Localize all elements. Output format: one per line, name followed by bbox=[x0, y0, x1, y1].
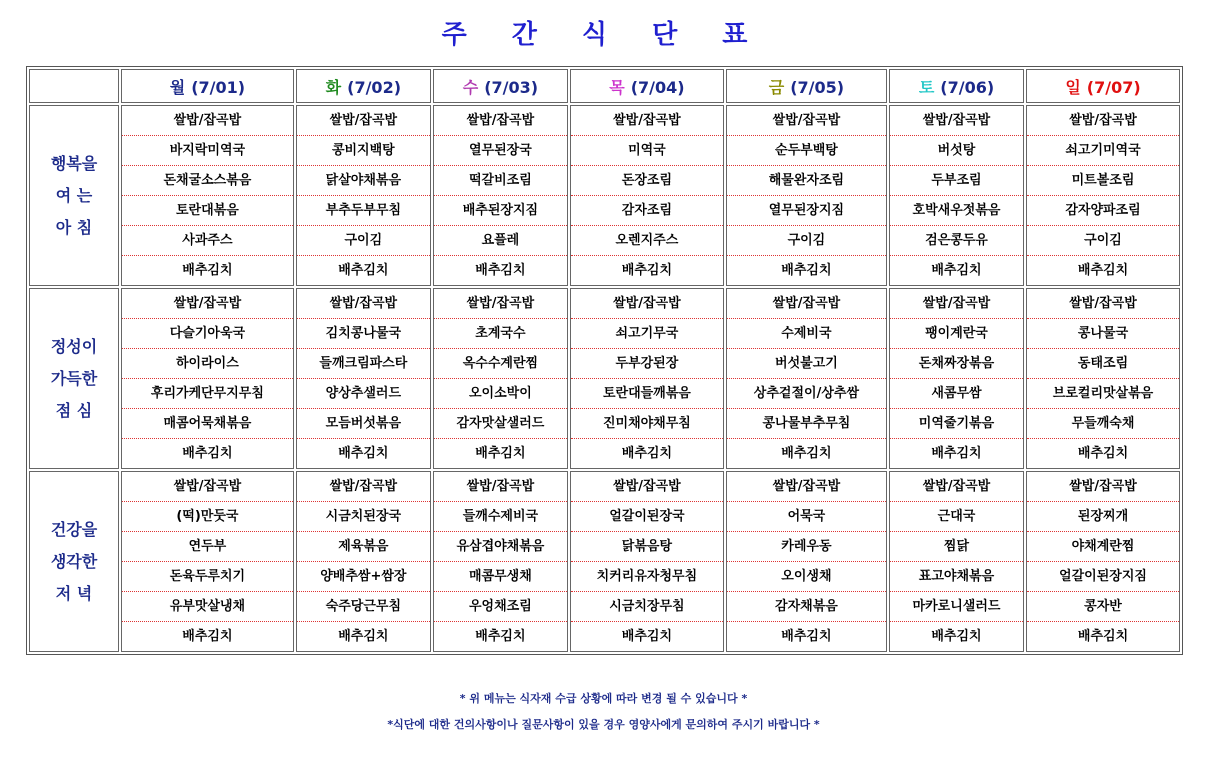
menu-item: 콩자반 bbox=[1027, 592, 1179, 622]
menu-item: 연두부 bbox=[122, 532, 293, 562]
meal-label bbox=[29, 288, 119, 469]
menu-item: 돈채굴소스볶음 bbox=[122, 166, 293, 196]
menu-item: 배추김치 bbox=[475, 629, 526, 644]
meal-label-line: 아 침 bbox=[55, 217, 93, 237]
menu-item: 동태조림 bbox=[1027, 349, 1179, 379]
menu-item: 구이김 bbox=[297, 226, 430, 256]
menu-item: 쌀밥/잡곡밥 bbox=[890, 106, 1023, 136]
menu-item: 진미채야채무침 bbox=[571, 409, 723, 439]
menu-item: 김치콩나물국 bbox=[297, 319, 430, 349]
day-date: (7/07) bbox=[1086, 77, 1141, 97]
day-header bbox=[726, 69, 887, 103]
day-name: 토 bbox=[918, 77, 935, 97]
menu-item: 옥수수계란찜 bbox=[434, 349, 567, 379]
menu-item: 배추김치 bbox=[182, 263, 233, 278]
menu-item: 무들깨숙채 bbox=[1027, 409, 1179, 439]
menu-item: 쌀밥/잡곡밥 bbox=[1027, 472, 1179, 502]
menu-item: 감자조림 bbox=[571, 196, 723, 226]
day-menu-cell bbox=[433, 288, 568, 469]
menu-change-note: * 위 메뉴는 식자재 수급 상황에 따라 변경 될 수 있습니다 * bbox=[459, 692, 748, 705]
inquiry-note: *식단에 대한 건의사항이나 질문사항이 있을 경우 영양사에게 문의하여 주시기 바랍니다 * bbox=[387, 718, 820, 731]
menu-item: 쌀밥/잡곡밥 bbox=[1027, 289, 1179, 319]
menu-item: 시금치장무침 bbox=[571, 592, 723, 622]
menu-item: 배추김치 bbox=[182, 629, 233, 644]
menu-item: 돈채짜장볶음 bbox=[890, 349, 1023, 379]
menu-item: 쇠고기미역국 bbox=[1027, 136, 1179, 166]
menu-item: 후리가케단무지무침 bbox=[122, 379, 293, 409]
menu-item: 쌀밥/잡곡밥 bbox=[1027, 106, 1179, 136]
day-date: (7/05) bbox=[790, 77, 845, 97]
menu-item: 야채계란찜 bbox=[1027, 532, 1179, 562]
day-menu-cell bbox=[296, 105, 431, 286]
menu-item: 콩나물부추무침 bbox=[727, 409, 886, 439]
menu-item: 들깨크림파스타 bbox=[297, 349, 430, 379]
menu-item: 버섯탕 bbox=[890, 136, 1023, 166]
meal-label-line: 생각한 bbox=[50, 551, 98, 571]
menu-item: 해물완자조림 bbox=[727, 166, 886, 196]
menu-item: 매콤무생채 bbox=[434, 562, 567, 592]
menu-item: 두부강된장 bbox=[571, 349, 723, 379]
menu-item: 쌀밥/잡곡밥 bbox=[122, 472, 293, 502]
meal-label-line: 가득한 bbox=[50, 368, 98, 388]
day-menu-cell bbox=[1026, 105, 1180, 286]
menu-item: 오이소박이 bbox=[434, 379, 567, 409]
menu-item: 닭볶음탕 bbox=[571, 532, 723, 562]
menu-item: 감자양파조림 bbox=[1027, 196, 1179, 226]
menu-item: 미트볼조림 bbox=[1027, 166, 1179, 196]
menu-item: 마카로니샐러드 bbox=[890, 592, 1023, 622]
menu-item: 새콤무쌈 bbox=[890, 379, 1023, 409]
menu-item: 콩비지백탕 bbox=[297, 136, 430, 166]
menu-item: 토란대들깨볶음 bbox=[571, 379, 723, 409]
day-menu-cell bbox=[570, 105, 724, 286]
page-title: 주 간 식 단 표 bbox=[441, 20, 766, 50]
day-header bbox=[889, 69, 1024, 103]
menu-item: 쌀밥/잡곡밥 bbox=[297, 106, 430, 136]
menu-item: 브로컬리맛살볶음 bbox=[1027, 379, 1179, 409]
menu-item: 배추김치 bbox=[621, 263, 673, 278]
menu-item: 우엉채조림 bbox=[434, 592, 567, 622]
menu-item: 구이김 bbox=[727, 226, 886, 256]
day-menu-cell bbox=[889, 288, 1024, 469]
meal-label-line: 점 심 bbox=[55, 400, 93, 420]
menu-item: 어묵국 bbox=[727, 502, 886, 532]
menu-item: 배추김치 bbox=[475, 446, 526, 461]
day-menu-cell bbox=[889, 105, 1024, 286]
day-menu-cell bbox=[1026, 288, 1180, 469]
menu-item: 돈장조림 bbox=[571, 166, 723, 196]
menu-item: 버섯불고기 bbox=[727, 349, 886, 379]
menu-item: 들깨수제비국 bbox=[434, 502, 567, 532]
day-header bbox=[296, 69, 431, 103]
menu-item: 쇠고기무국 bbox=[571, 319, 723, 349]
menu-item: 쌀밥/잡곡밥 bbox=[571, 289, 723, 319]
menu-item: 배추김치 bbox=[931, 446, 982, 461]
menu-item: 배추김치 bbox=[781, 263, 832, 278]
menu-item: 다슬기아욱국 bbox=[122, 319, 293, 349]
meal-label-line: 여 는 bbox=[55, 185, 93, 205]
day-menu-cell bbox=[121, 105, 294, 286]
menu-item: 쌀밥/잡곡밥 bbox=[571, 106, 723, 136]
day-menu-cell bbox=[296, 471, 431, 652]
menu-item: 쌀밥/잡곡밥 bbox=[727, 472, 886, 502]
day-header bbox=[121, 69, 294, 103]
menu-item: 배추김치 bbox=[338, 263, 389, 278]
menu-item: 순두부백탕 bbox=[727, 136, 886, 166]
day-menu-cell bbox=[570, 288, 724, 469]
menu-item: 미역국 bbox=[571, 136, 723, 166]
day-name: 화 bbox=[325, 77, 342, 97]
menu-item: 쌀밥/잡곡밥 bbox=[122, 106, 293, 136]
day-menu-cell bbox=[726, 105, 887, 286]
menu-item: 열무된장지짐 bbox=[727, 196, 886, 226]
menu-item: 쌀밥/잡곡밥 bbox=[890, 472, 1023, 502]
menu-item: 양배추쌈+쌈장 bbox=[297, 562, 430, 592]
menu-item: 표고야채볶음 bbox=[890, 562, 1023, 592]
menu-item: 카레우동 bbox=[727, 532, 886, 562]
menu-item: 부추두부무침 bbox=[297, 196, 430, 226]
menu-item: 배추김치 bbox=[781, 446, 832, 461]
day-date: (7/06) bbox=[940, 77, 995, 97]
meal-label-line: 저 녁 bbox=[55, 583, 93, 603]
day-name: 목 bbox=[609, 77, 625, 97]
menu-item: 시금치된장국 bbox=[297, 502, 430, 532]
menu-item: 떡갈비조림 bbox=[434, 166, 567, 196]
menu-item: 배추김치 bbox=[1077, 446, 1129, 461]
menu-item: 배추김치 bbox=[475, 263, 526, 278]
weekly-menu-table bbox=[26, 66, 1183, 655]
menu-item: 쌀밥/잡곡밥 bbox=[297, 289, 430, 319]
menu-item: 콩나물국 bbox=[1027, 319, 1179, 349]
meal-label bbox=[29, 105, 119, 286]
corner-cell bbox=[29, 69, 119, 103]
menu-item: 배추김치 bbox=[338, 629, 389, 644]
menu-item: 감자채볶음 bbox=[727, 592, 886, 622]
menu-item: 유부맛살냉채 bbox=[122, 592, 293, 622]
menu-item: 닭살야채볶음 bbox=[297, 166, 430, 196]
menu-item: 배추김치 bbox=[931, 263, 982, 278]
menu-item: 요플레 bbox=[434, 226, 567, 256]
menu-item: 호박새우젓볶음 bbox=[890, 196, 1023, 226]
day-name: 월 bbox=[169, 77, 186, 97]
menu-item: 구이김 bbox=[1027, 226, 1179, 256]
menu-item: 치커리유자청무침 bbox=[571, 562, 723, 592]
menu-item: 된장찌개 bbox=[1027, 502, 1179, 532]
day-name: 수 bbox=[462, 77, 479, 97]
menu-item: 배추김치 bbox=[781, 629, 832, 644]
menu-item: 찜닭 bbox=[890, 532, 1023, 562]
meal-label-line: 건강을 bbox=[50, 519, 98, 539]
menu-item: 쌀밥/잡곡밥 bbox=[571, 472, 723, 502]
menu-item: 쌀밥/잡곡밥 bbox=[727, 106, 886, 136]
menu-item: 쌀밥/잡곡밥 bbox=[434, 289, 567, 319]
menu-item: 감자맛살샐러드 bbox=[434, 409, 567, 439]
menu-item: 제육볶음 bbox=[297, 532, 430, 562]
day-menu-cell bbox=[889, 471, 1024, 652]
day-menu-cell bbox=[726, 288, 887, 469]
day-date: (7/02) bbox=[347, 77, 402, 97]
menu-item: 사과주스 bbox=[122, 226, 293, 256]
menu-item: 쌀밥/잡곡밥 bbox=[122, 289, 293, 319]
meal-row bbox=[29, 105, 1180, 286]
menu-item: 모듬버섯볶음 bbox=[297, 409, 430, 439]
menu-item: 배추김치 bbox=[182, 446, 233, 461]
day-name: 일 bbox=[1065, 77, 1081, 97]
day-menu-cell bbox=[433, 105, 568, 286]
day-menu-cell bbox=[121, 288, 294, 469]
day-menu-cell bbox=[1026, 471, 1180, 652]
menu-item: 팽이계란국 bbox=[890, 319, 1023, 349]
header-row bbox=[29, 69, 1180, 103]
menu-item: 양상추샐러드 bbox=[297, 379, 430, 409]
menu-item: 오렌지주스 bbox=[571, 226, 723, 256]
menu-item: 배추김치 bbox=[338, 446, 389, 461]
day-menu-cell bbox=[570, 471, 724, 652]
menu-item: 열무된장국 bbox=[434, 136, 567, 166]
menu-item: 배추김치 bbox=[1077, 629, 1129, 644]
menu-item: 얼갈이된장지짐 bbox=[1027, 562, 1179, 592]
menu-item: 매콤어묵채볶음 bbox=[122, 409, 293, 439]
menu-item: 쌀밥/잡곡밥 bbox=[434, 106, 567, 136]
menu-item: 돈육두루치기 bbox=[122, 562, 293, 592]
menu-item: (떡)만둣국 bbox=[122, 502, 293, 532]
menu-item: 토란대볶음 bbox=[122, 196, 293, 226]
menu-item: 쌀밥/잡곡밥 bbox=[297, 472, 430, 502]
menu-item: 하이라이스 bbox=[122, 349, 293, 379]
menu-item: 배추김치 bbox=[621, 629, 673, 644]
menu-item: 두부조림 bbox=[890, 166, 1023, 196]
meal-label-line: 행복을 bbox=[50, 153, 98, 173]
menu-item: 바지락미역국 bbox=[122, 136, 293, 166]
day-date: (7/04) bbox=[630, 77, 685, 97]
menu-item: 검은콩두유 bbox=[890, 226, 1023, 256]
menu-item: 근대국 bbox=[890, 502, 1023, 532]
menu-item: 쌀밥/잡곡밥 bbox=[890, 289, 1023, 319]
meal-row bbox=[29, 471, 1180, 652]
menu-item: 상추겉절이/상추쌈 bbox=[727, 379, 886, 409]
meal-label bbox=[29, 471, 119, 652]
menu-item: 얼갈이된장국 bbox=[571, 502, 723, 532]
menu-item: 오이생채 bbox=[727, 562, 886, 592]
menu-item: 배추김치 bbox=[621, 446, 673, 461]
menu-item: 숙주당근무침 bbox=[297, 592, 430, 622]
meal-row bbox=[29, 288, 1180, 469]
menu-item: 초계국수 bbox=[434, 319, 567, 349]
menu-item: 배추김치 bbox=[931, 629, 982, 644]
day-date: (7/01) bbox=[191, 77, 246, 97]
day-header bbox=[1026, 69, 1180, 103]
day-name: 금 bbox=[768, 77, 785, 97]
menu-item: 유삼겹야채볶음 bbox=[434, 532, 567, 562]
meal-label-line: 정성이 bbox=[50, 336, 98, 356]
day-header bbox=[570, 69, 724, 103]
day-menu-cell bbox=[433, 471, 568, 652]
day-date: (7/03) bbox=[484, 77, 539, 97]
day-menu-cell bbox=[296, 288, 431, 469]
menu-item: 미역줄기볶음 bbox=[890, 409, 1023, 439]
menu-item: 배추된장지짐 bbox=[434, 196, 567, 226]
menu-item: 수제비국 bbox=[727, 319, 886, 349]
day-menu-cell bbox=[726, 471, 887, 652]
day-menu-cell bbox=[121, 471, 294, 652]
menu-item: 쌀밥/잡곡밥 bbox=[434, 472, 567, 502]
menu-item: 쌀밥/잡곡밥 bbox=[727, 289, 886, 319]
day-header bbox=[433, 69, 568, 103]
menu-item: 배추김치 bbox=[1077, 263, 1129, 278]
